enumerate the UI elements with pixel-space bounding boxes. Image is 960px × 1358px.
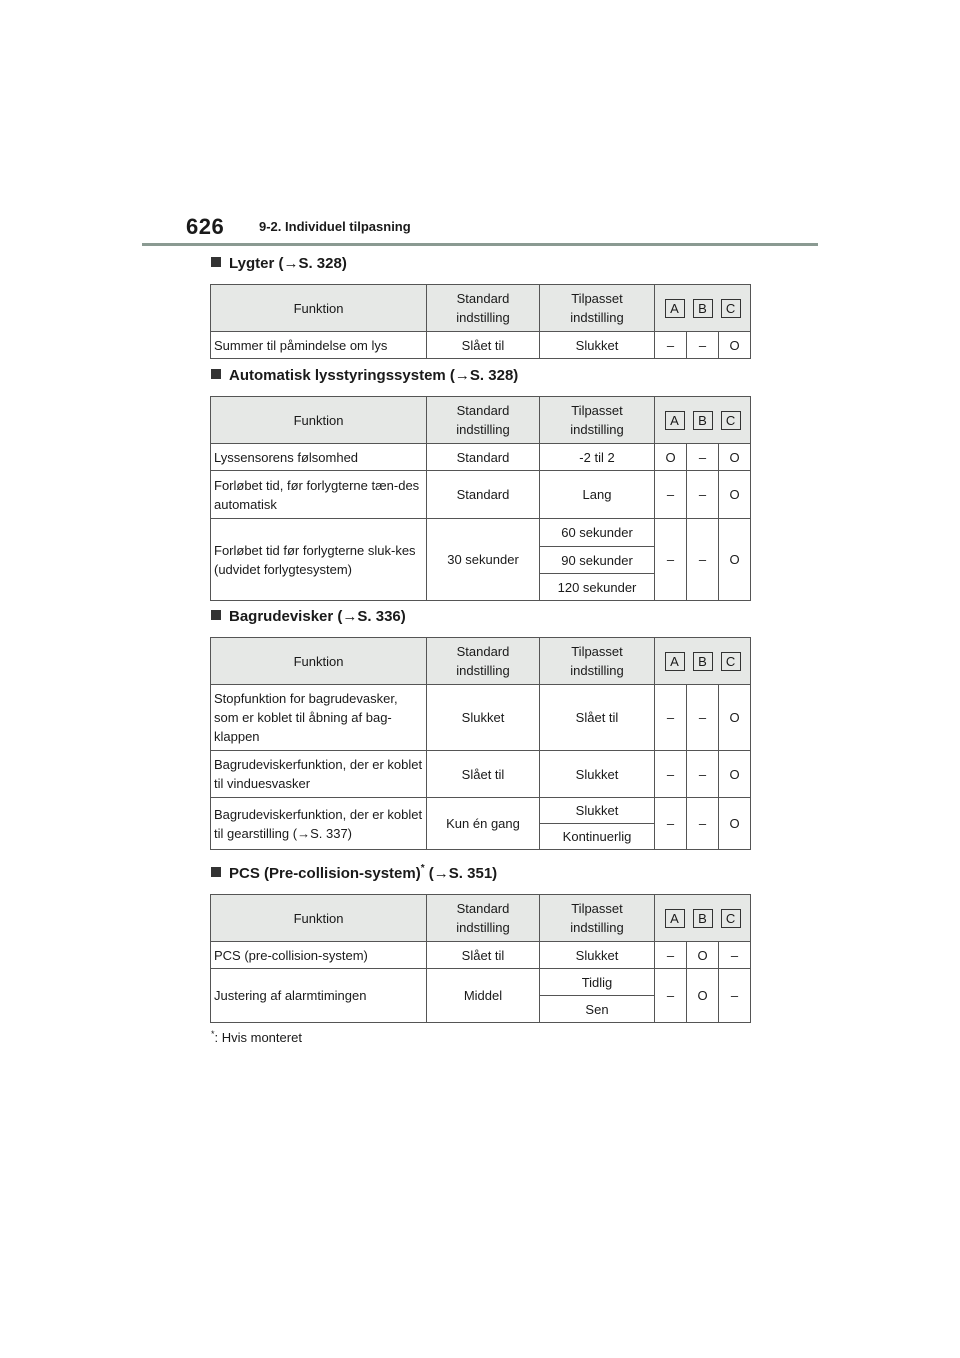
table-row xyxy=(211,471,751,519)
cell-a: – xyxy=(655,685,687,751)
cell-standard: Slået til xyxy=(427,751,540,798)
cell-tilpasset: Slukket xyxy=(540,942,655,969)
cell-a: – xyxy=(655,332,687,359)
box-a: A xyxy=(665,411,685,430)
section-heading-lygter xyxy=(211,255,347,272)
cell-funktion xyxy=(211,798,427,850)
table-header-row xyxy=(211,638,751,685)
cell-b: – xyxy=(687,332,719,359)
cell-standard: Slået til xyxy=(427,332,540,359)
cell-b: – xyxy=(687,519,719,601)
section-title: Bagrudevisker ( xyxy=(229,608,343,625)
header-rule xyxy=(142,243,818,246)
cell-tilpasset: 120 sekunder xyxy=(540,574,655,601)
cell-tilpasset: -2 til 2 xyxy=(540,444,655,471)
cell-c: O xyxy=(719,519,751,601)
cell-tilpasset: 60 sekunder xyxy=(540,519,655,547)
box-b: B xyxy=(693,411,713,430)
box-c: C xyxy=(721,299,741,318)
cell-tilpasset: Lang xyxy=(540,471,655,519)
header-funktion: Funktion xyxy=(211,285,427,332)
box-a: A xyxy=(665,652,685,671)
cell-c: O xyxy=(719,332,751,359)
arrow-icon: → xyxy=(283,255,299,272)
cell-b: – xyxy=(687,444,719,471)
section-title-suffix: ( xyxy=(424,865,434,882)
cell-standard: Slukket xyxy=(427,685,540,751)
box-c: C xyxy=(721,909,741,928)
cell-c: O xyxy=(719,471,751,519)
table-row xyxy=(211,751,751,798)
header-tilpasset: Tilpasset indstilling xyxy=(540,397,655,444)
footnote-marker: * xyxy=(420,863,425,874)
header-tilpasset: Tilpasset indstilling xyxy=(540,285,655,332)
header-abc xyxy=(655,285,751,332)
footnote xyxy=(211,1030,302,1045)
table-bagrudevisker xyxy=(210,637,751,850)
arrow-icon: → xyxy=(342,608,358,625)
table-pcs xyxy=(210,894,751,1023)
cell-funktion: PCS (pre-collision-system) xyxy=(211,942,427,969)
cell-a: – xyxy=(655,519,687,601)
cell-c: O xyxy=(719,444,751,471)
cell-b: O xyxy=(687,969,719,1023)
header-funktion: Funktion xyxy=(211,397,427,444)
cell-tilpasset: Slukket xyxy=(540,751,655,798)
header-abc xyxy=(655,638,751,685)
cell-standard: Slået til xyxy=(427,942,540,969)
arrow-icon: → xyxy=(454,367,470,384)
cell-funktion: Bagrudeviskerfunktion, der er koblet til vinduesvasker xyxy=(211,751,427,798)
cell-a: – xyxy=(655,751,687,798)
square-bullet-icon xyxy=(211,369,221,379)
table-header-row xyxy=(211,895,751,942)
header-tilpasset: Tilpasset indstilling xyxy=(540,638,655,685)
table-row xyxy=(211,519,751,547)
box-b: B xyxy=(693,909,713,928)
cell-tilpasset: Tidlig xyxy=(540,969,655,996)
box-a: A xyxy=(665,299,685,318)
square-bullet-icon xyxy=(211,610,221,620)
section-title: Lygter ( xyxy=(229,255,284,272)
box-b: B xyxy=(693,652,713,671)
section-heading-lysstyring xyxy=(211,367,518,384)
cell-tilpasset: Slået til xyxy=(540,685,655,751)
page-reference: S. 337) xyxy=(310,825,353,841)
chapter-title: 9-2. Individuel tilpasning xyxy=(259,219,411,234)
cell-funktion: Forløbet tid før forlygterne sluk-kes (udvidet forlygtesystem) xyxy=(211,519,427,601)
box-c: C xyxy=(721,411,741,430)
section-title: PCS (Pre-collision-system) xyxy=(229,865,421,882)
cell-c: – xyxy=(719,942,751,969)
cell-b: – xyxy=(687,471,719,519)
table-lysstyring xyxy=(210,396,751,601)
cell-standard: Middel xyxy=(427,969,540,1023)
square-bullet-icon xyxy=(211,867,221,877)
table-row xyxy=(211,685,751,751)
section-heading-pcs xyxy=(211,865,497,882)
table-row xyxy=(211,969,751,996)
cell-c: – xyxy=(719,969,751,1023)
section-title: Automatisk lysstyringssystem ( xyxy=(229,367,455,384)
cell-b: O xyxy=(687,942,719,969)
cell-a: – xyxy=(655,471,687,519)
cell-standard: Standard xyxy=(427,471,540,519)
cell-c: O xyxy=(719,798,751,850)
cell-b: – xyxy=(687,751,719,798)
arrow-icon: → xyxy=(433,865,449,882)
cell-tilpasset: 90 sekunder xyxy=(540,547,655,574)
cell-funktion-text: Bagrudeviskerfunktion, der er koblet til gearstilling ( xyxy=(214,806,423,841)
header-abc xyxy=(655,895,751,942)
page-reference: S. 351) xyxy=(448,865,498,882)
cell-funktion: Summer til påmindelse om lys xyxy=(211,332,427,359)
cell-tilpasset: Kontinuerlig xyxy=(540,824,655,850)
cell-tilpasset: Slukket xyxy=(540,798,655,824)
box-b: B xyxy=(693,299,713,318)
cell-b: – xyxy=(687,685,719,751)
cell-tilpasset: Sen xyxy=(540,996,655,1023)
header-standard: Standard indstilling xyxy=(427,397,540,444)
cell-b: – xyxy=(687,798,719,850)
page-reference: S. 336) xyxy=(357,608,406,625)
page-reference: S. 328) xyxy=(469,367,519,384)
arrow-icon: → xyxy=(297,825,311,841)
header-standard: Standard indstilling xyxy=(427,638,540,685)
cell-c: O xyxy=(719,751,751,798)
header-funktion: Funktion xyxy=(211,638,427,685)
cell-tilpasset: Slukket xyxy=(540,332,655,359)
table-lygter xyxy=(210,284,751,359)
table-row xyxy=(211,942,751,969)
cell-c: O xyxy=(719,685,751,751)
page-reference: S. 328) xyxy=(298,255,347,272)
cell-standard: Standard xyxy=(427,444,540,471)
cell-standard: Kun én gang xyxy=(427,798,540,850)
table-row xyxy=(211,444,751,471)
footnote-marker: * xyxy=(211,1029,215,1039)
header-funktion: Funktion xyxy=(211,895,427,942)
cell-funktion: Justering af alarmtimingen xyxy=(211,969,427,1023)
table-row xyxy=(211,798,751,824)
header-standard: Standard indstilling xyxy=(427,285,540,332)
table-row xyxy=(211,332,751,359)
header-tilpasset: Tilpasset indstilling xyxy=(540,895,655,942)
section-heading-bagrudevisker xyxy=(211,608,406,625)
box-a: A xyxy=(665,909,685,928)
footnote-text: : Hvis monteret xyxy=(214,1030,302,1045)
table-header-row xyxy=(211,397,751,444)
cell-a: O xyxy=(655,444,687,471)
cell-standard: 30 sekunder xyxy=(427,519,540,601)
cell-funktion: Forløbet tid, før forlygterne tæn-des automatisk xyxy=(211,471,427,519)
table-header-row xyxy=(211,285,751,332)
cell-funktion: Lyssensorens følsomhed xyxy=(211,444,427,471)
header-abc xyxy=(655,397,751,444)
square-bullet-icon xyxy=(211,257,221,267)
page-number: 626 xyxy=(186,214,225,239)
cell-a: – xyxy=(655,969,687,1023)
box-c: C xyxy=(721,652,741,671)
header-standard: Standard indstilling xyxy=(427,895,540,942)
cell-a: – xyxy=(655,798,687,850)
cell-a: – xyxy=(655,942,687,969)
cell-funktion: Stopfunktion for bagrudevasker, som er koblet til åbning af bag-klappen xyxy=(211,685,427,751)
